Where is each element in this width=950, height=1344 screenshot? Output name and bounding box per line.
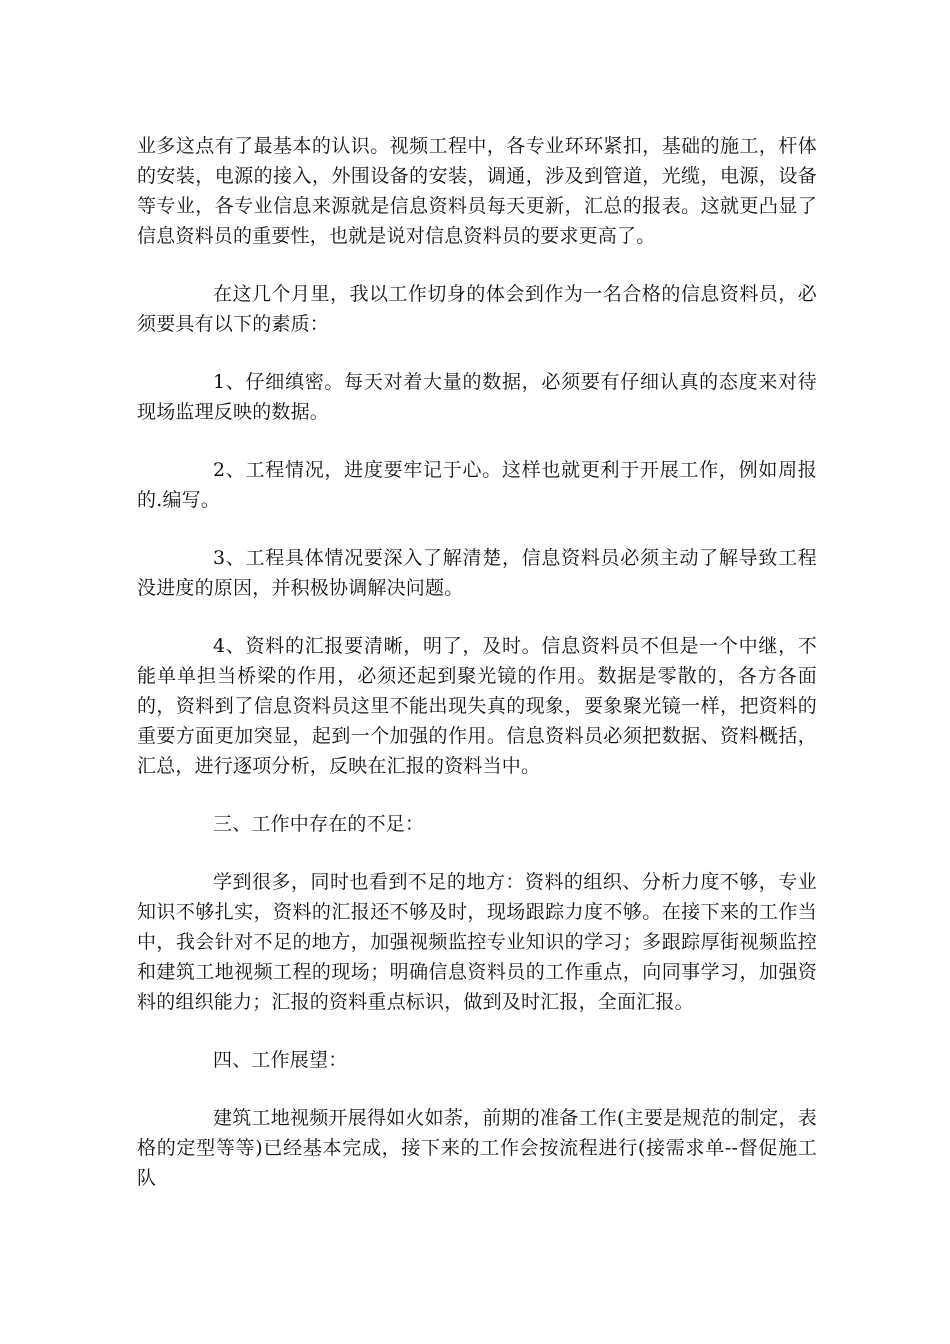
paragraph-5: 3、工程具体情况要深入了解清楚，信息资料员必须主动了解导致工程没进度的原因，并积极协调解决问题。 <box>137 547 817 599</box>
section-heading-outlook: 四、工作展望： <box>213 1049 348 1071</box>
document-body <box>137 131 817 1221</box>
paragraph-4: 2、工程情况，进度要牢记于心。这样也就更利于开展工作，例如周报的.编写。 <box>137 459 817 511</box>
paragraph-6: 4、资料的汇报要清晰，明了，及时。信息资料员不但是一个中继，不能单单担当桥梁的作用，必须还起到聚光镜的作用。数据是零散的，各方各面的，资料到了信息资料员这里不能出现失真的现象，要象聚光镜一样，把资料的重要方面更加突显，起到一个加强的作用。信息资料员必须把数据、资料概括，汇总，进行逐项分析，反映在汇报的资料当中。 <box>137 635 817 777</box>
section-heading-shortcomings: 三、工作中存在的不足： <box>213 813 425 835</box>
paragraph-7: 学到很多，同时也看到不足的地方：资料的组织、分析力度不够，专业知识不够扎实，资料的汇报还不够及时，现场跟踪力度不够。在接下来的工作当中，我会针对不足的地方，加强视频监控专业知识的学习；多跟踪厚街视频监控和建筑工地视频工程的现场；明确信息资料员的工作重点，向同事学习，加强资料的组织能力；汇报的资料重点标识，做到及时汇报，全面汇报。 <box>137 871 817 1013</box>
paragraph-2: 在这几个月里，我以工作切身的体会到作为一名合格的信息资料员，必须要具有以下的素质： <box>137 283 817 335</box>
paragraph-3: 1、仔细缜密。每天对着大量的数据，必须要有仔细认真的态度来对待现场监理反映的数据。 <box>137 371 817 423</box>
paragraph-8: 建筑工地视频开展得如火如荼，前期的准备工作(主要是规范的制定，表格的定型等等)已经基本完成，接下来的工作会按流程进行(接需求单--督促施工队 <box>137 1107 817 1189</box>
paragraph-1: 业多这点有了最基本的认识。视频工程中，各专业环环紧扣，基础的施工，杆体的安装，电源的接入，外围设备的安装，调通，涉及到管道，光缆，电源，设备等专业，各专业信息来源就是信息资料员每天更新，汇总的报表。这就更凸显了信息资料员的重要性，也就是说对信息资料员的要求更高了。 <box>137 135 817 247</box>
